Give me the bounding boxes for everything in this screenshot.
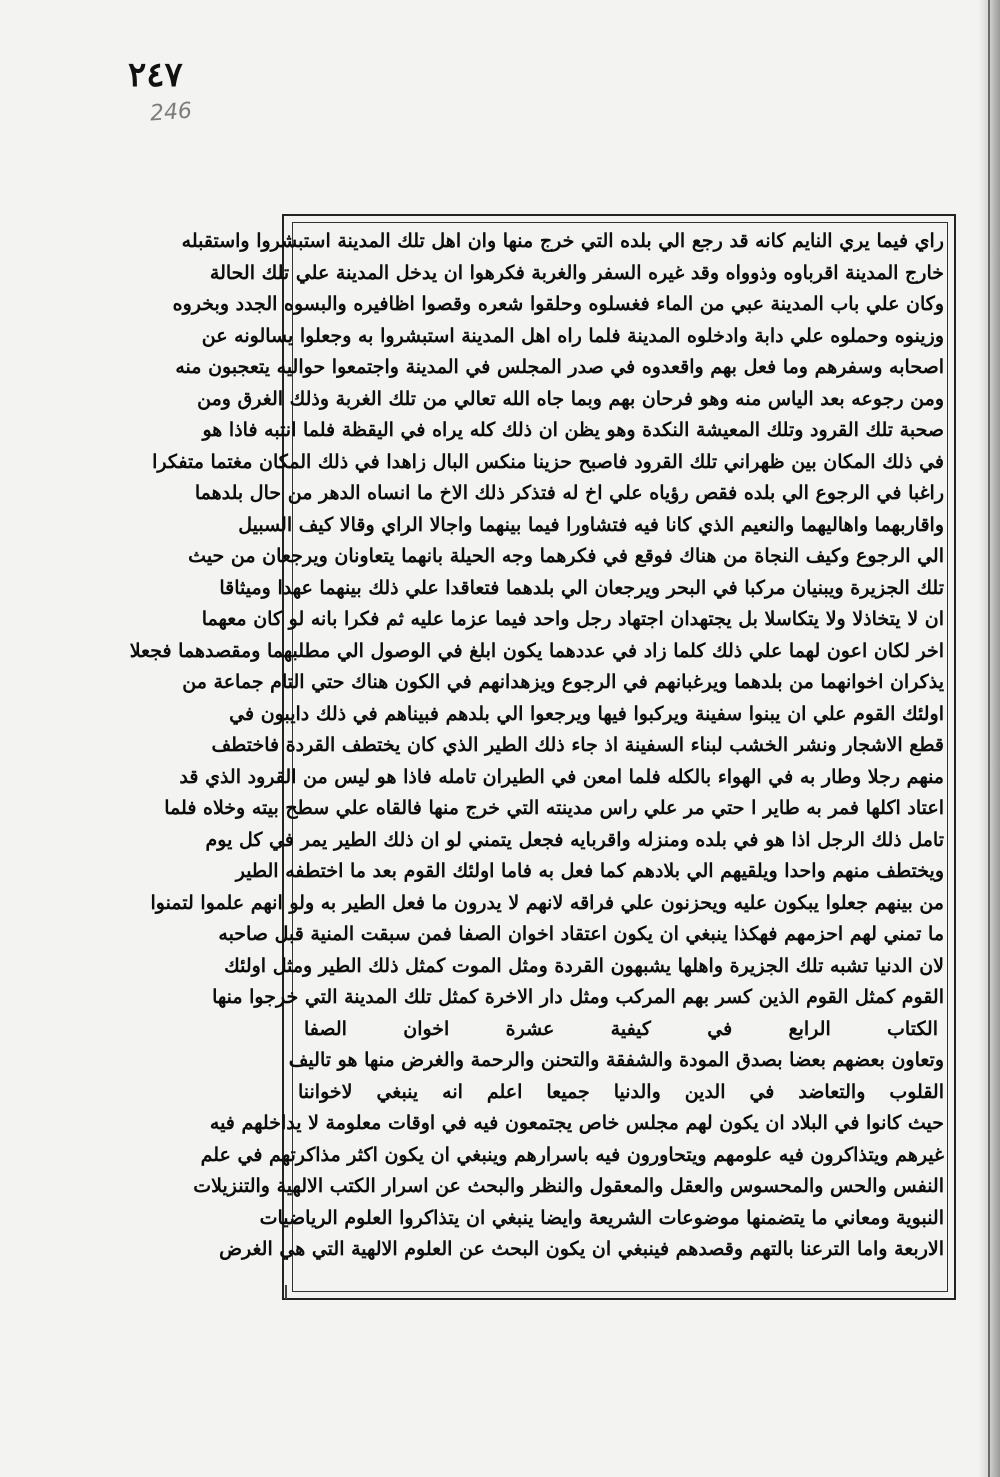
text-line: الي الرجوع وكيف النجاة من هناك فوقع في فكرهما وجه الحيلة بانهما يتعاونان ويرجعان من حيث bbox=[188, 545, 944, 567]
text-line: وزينوه وحملوه علي دابة وادخلوه المدينة فلما راه اهل المدينة استبشروا به وجعلوا يسالونه عن bbox=[201, 324, 944, 347]
gutter-edge-line bbox=[988, 0, 990, 1477]
text-line: ما تمني لهم احزمهم فهكذا ينبغي ان يكون اعتقاد اخوان الصفا فمن سبقت المنية قبل صاحبه bbox=[218, 923, 944, 945]
text-line: تامل ذلك الرجل اذا هو في بلده ومنزله واقربايه فجعل يتمني لو ان ذلك الطير يمر في كل يوم bbox=[205, 828, 944, 851]
pencil-page-number: 246 bbox=[149, 98, 193, 127]
text-line: وتعاون بعضهم بعضا بصدق المودة والشفقة والتحنن والرحمة والغرض منها هو تاليف bbox=[288, 1049, 944, 1071]
text-line: النبوية ومعاني ما يتضمنها موضوعات الشريعة وايضا ينبغي ان يتذاكروا العلوم الرياضيات bbox=[259, 1206, 944, 1229]
folio-number: ٢٤٧ bbox=[128, 55, 183, 95]
text-line: ومن رجوعه بعد الياس منه وهو فرحان بهم وبما جاه الله تعالي من تلك الغربة وذلك الغرق ومن bbox=[197, 387, 944, 410]
text-line: القلوب والتعاضد في الدين والدنيا جميعا اعلم انه ينبغي لاخواننا bbox=[298, 1080, 944, 1103]
text-line: اخر لكان اعون لهما علي ذلك كلما زاد في عددهما يكون ابلغ في الوصول الي مطلبهما ومقصدهما فجعلا bbox=[129, 639, 944, 662]
text-line: القوم كمثل القوم الذين كسر بهم المركب ومثل دار الاخرة كمثل تلك المدينة التي خرجوا منها bbox=[212, 986, 944, 1008]
text-line: وكان علي باب المدينة عبي من الماء فغسلوه وحلقوا شعره وقصوا اظافيره والبسوه الجدد وبخروه bbox=[172, 293, 944, 315]
text-line: تلك الجزيرة ويبنيان مركبا في البحر ويرجعان الي بلدهما فتعاقدا علي ذلك بينهما عهدا وميثاقا bbox=[219, 576, 944, 599]
stray-ink-mark bbox=[285, 1285, 287, 1299]
text-line: قطع الاشجار ونشر الخشب لبناء السفينة اذ جاء ذلك الطير الذي كان يختطف القردة فاختطف bbox=[211, 734, 944, 756]
text-line: ويختطف منهم واحدا ويلقيهم الي بلادهم كما فعل به فاما اولئك القوم بعد ما اختطفه الطير bbox=[235, 860, 944, 882]
text-line: حيث كانوا في البلاد ان يكون لهم مجلس خاص يجتمعون فيه في اوقات معلومة لا يداخلهم فيه bbox=[209, 1112, 944, 1134]
manuscript-text-block bbox=[129, 226, 944, 1266]
text-line: واقاربهما واهاليهما والنعيم الذي كانا فيه فتشاورا فيما بينهما واجالا الراي وقالا كيف السبيل bbox=[238, 513, 944, 536]
text-line: اولئك القوم علي ان يبنوا سفينة ويركبوا فيها ويرجعوا الي بلدهم فبيناهم في ذلك دايبون في bbox=[229, 702, 944, 725]
chapter-heading bbox=[298, 1014, 944, 1046]
text-line: لان الدنيا تشبه تلك الجزيرة واهلها يشبهون القردة ومثل الموت كمثل ذلك الطير ومثل اولئك bbox=[224, 954, 944, 977]
chapter-heading-text: الكتاب الرابع في كيفية عشرة اخوان الصفا bbox=[298, 1018, 944, 1040]
text-line: يذكران اخوانهما من بلدهما ويرغبانهم في الرجوع ويزهدانهم في الكون هناك حتي التام جماعة من bbox=[182, 671, 944, 693]
text-line: صحبة تلك القرود وتلك المعيشة النكدة وهو يظن ان ذلك كله يراه في اليقظة فلما انتبه فاذا هو bbox=[202, 419, 944, 441]
text-line: غيرهم ويتذاكرون فيه علومهم ويتحاورون فيه باسرارهم وينبغي ان يكون اكثر مذاكرتهم في علم bbox=[200, 1143, 944, 1166]
text-line: منهم رجلا وطار به في الهواء بالكله فلما امعن في الطيران تامله فاذا هو ليس من القرود الذي قد bbox=[179, 765, 944, 788]
text-line: الاربعة واما الترعنا بالتهم وقصدهم فينبغي ان يكون البحث عن العلوم الالهية التي هي الغرض bbox=[219, 1238, 944, 1260]
text-line: النفس والحس والمحسوس والعقل والمعقول والنظر والبحث عن اسرار الكتب الالهية والتنزيلات bbox=[193, 1175, 944, 1197]
text-line: راي فيما يري النايم كانه قد رجع الي بلده التي خرج منها وان اهل تلك المدينة استبشروا واستقبله bbox=[181, 230, 944, 252]
text-line: ان لا يتخاذلا ولا يتكاسلا بل يجتهدان اجتهاد رجل واحد فيما عزما عليه ثم فكرا بانه لو كان معهما bbox=[201, 608, 944, 630]
text-line: اصحابه وسفرهم وما فعل بهم واقعدوه في صدر المجلس في المدينة واجتمعوا حواليه يتعجبون منه bbox=[175, 356, 944, 378]
text-line: من بينهم جعلوا يبكون عليه ويحزنون علي فراقه لانهم لا يدرون ما فعل الطير به ولو انهم علموا لتمنوا bbox=[150, 891, 944, 914]
text-line: راغبا في الرجوع الي بلده فقص رؤياه علي اخ له فتذكر ذلك الاخ ما انساه الدهر من حال بلدهما bbox=[194, 482, 944, 504]
text-line: في ذلك المكان بين ظهراني تلك القرود فاصبح حزينا منكس البال زاهدا في ذلك المكان مغتما متفكرا bbox=[152, 450, 944, 473]
text-line: اعتاد اكلها فمر به طاير ا حتي مر علي راس مدينته التي خرج منها فالقاه علي سطح بيته وخلاه فلما bbox=[164, 797, 944, 819]
text-line: خارج المدينة اقرباوه وذوواه وقد غيره السفر والغربة فكرهوا ان يدخل المدينة علي تلك الحالة bbox=[209, 261, 944, 284]
